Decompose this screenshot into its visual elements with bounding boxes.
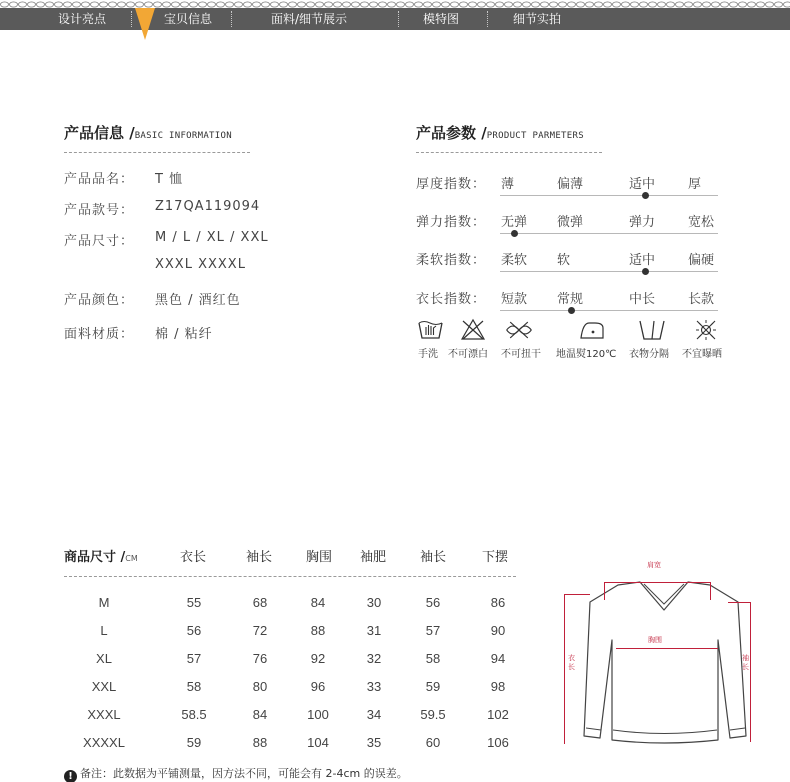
- nav-separator: [131, 11, 132, 27]
- tshirt-measure-diagram: [560, 558, 760, 748]
- nav-tab-fabric-detail[interactable]: 面料/细节展示: [271, 12, 348, 26]
- size-table-cell: 86: [490, 595, 506, 610]
- product-info-title-en: BASIC INFORMATION: [134, 131, 232, 141]
- product-info-title-cn: 产品信息 /: [64, 124, 135, 142]
- info-value-size: M / L / XL / XXL: [155, 230, 269, 245]
- size-table-cell: 58: [425, 651, 441, 666]
- size-table-cell: 57: [425, 623, 441, 638]
- param-option: 偏薄: [557, 177, 584, 192]
- size-table-header: 袖长: [246, 550, 273, 565]
- product-info-title: [64, 122, 232, 143]
- size-table-cell: 94: [490, 651, 506, 666]
- nav-active-arrow-icon: [135, 8, 155, 40]
- no-sun-icon: [691, 318, 721, 342]
- measurement-note: [64, 765, 408, 782]
- size-table-header: 下摆: [482, 550, 509, 565]
- size-table-cell: 58: [186, 679, 202, 694]
- param-option: 软: [557, 253, 571, 268]
- param-option: 无弹: [501, 215, 528, 230]
- size-table-cell: 92: [310, 651, 326, 666]
- size-table-cell: 100: [307, 707, 329, 722]
- shoulder-measure-tick: [710, 582, 711, 600]
- param-label: 厚度指数：: [416, 177, 487, 192]
- size-table-cell: 31: [366, 623, 382, 638]
- param-option: 宽松: [688, 215, 715, 230]
- care-label: 不可扭干: [501, 349, 541, 360]
- size-table-cell: 30: [366, 595, 382, 610]
- param-option: 短款: [501, 292, 528, 307]
- size-table-cell: 104: [307, 735, 329, 750]
- param-option: 柔软: [501, 253, 528, 268]
- size-table-cell: 84: [252, 707, 268, 722]
- param-option: 弹力: [629, 215, 656, 230]
- measurement-note-text: 备注：此数据为平铺测量，因方法不同，可能会有 2-4cm 的误差。: [80, 767, 408, 780]
- nav-separator: [231, 11, 232, 27]
- size-table-cell: 56: [186, 623, 202, 638]
- nav-separator: [398, 11, 399, 27]
- param-label: 柔软指数：: [416, 253, 487, 268]
- nav-tab-design[interactable]: 设计亮点: [58, 12, 107, 26]
- table-divider: [64, 576, 516, 577]
- size-table-header: 衣长: [180, 550, 207, 565]
- info-label-color: 产品颜色：: [64, 293, 135, 308]
- wash-separately-icon: [637, 318, 667, 342]
- size-table-cell: 88: [310, 623, 326, 638]
- length-measure-line: [564, 594, 565, 744]
- param-selected-marker: [568, 307, 575, 314]
- param-option: 适中: [629, 177, 656, 192]
- low-iron-icon: [577, 318, 607, 342]
- size-table-cell: 58.5: [181, 707, 207, 722]
- care-label: 衣物分隔: [629, 349, 669, 360]
- size-table-size-cell: XXXXL: [83, 735, 125, 750]
- sleeve-label: 袖长: [742, 654, 749, 671]
- param-label: 弹力指数：: [416, 215, 487, 230]
- size-table-size-cell: XL: [96, 651, 112, 666]
- size-table-size-cell: XXXL: [87, 707, 121, 722]
- chest-label: 胸围: [648, 636, 662, 644]
- size-table-cell: 90: [490, 623, 506, 638]
- size-table-size-cell: M: [98, 595, 110, 610]
- info-value-color: 黑色 / 酒红色: [155, 293, 241, 308]
- length-measure-tick: [564, 594, 590, 595]
- product-params-title-en: PRODUCT PARMETERS: [486, 131, 584, 141]
- param-selected-marker: [511, 230, 518, 237]
- shoulder-label: 肩宽: [647, 561, 661, 569]
- size-table-cell: 98: [490, 679, 506, 694]
- nav-tab-model[interactable]: 模特图: [423, 12, 460, 26]
- size-table-header: 袖肥: [360, 550, 387, 565]
- size-table-cell: 59: [186, 735, 202, 750]
- param-scale-line: [500, 233, 718, 234]
- size-table-cell: 33: [366, 679, 382, 694]
- sleeve-measure-line: [750, 602, 751, 742]
- size-table-cell: 102: [487, 707, 509, 722]
- param-option: 薄: [501, 177, 515, 192]
- no-bleach-icon: [458, 318, 488, 342]
- shoulder-measure-tick: [604, 582, 605, 600]
- info-value-sku: Z17QA119094: [155, 199, 261, 214]
- param-option: 厚: [688, 177, 702, 192]
- size-table-cell: 84: [310, 595, 326, 610]
- size-table-header: 胸围: [306, 550, 333, 565]
- size-table-cell: 32: [366, 651, 382, 666]
- chest-measure-line: [616, 648, 718, 649]
- nav-bar: [0, 8, 790, 30]
- tshirt-outline-icon: [560, 558, 760, 748]
- param-option: 长款: [688, 292, 715, 307]
- param-option: 中长: [629, 292, 656, 307]
- param-selected-marker: [642, 192, 649, 199]
- param-option: 常规: [557, 292, 584, 307]
- size-table-cell: 56: [425, 595, 441, 610]
- param-scale-line: [500, 195, 718, 196]
- hand-wash-icon: [417, 318, 447, 342]
- info-label-sku: 产品款号：: [64, 203, 135, 218]
- param-selected-marker: [642, 268, 649, 275]
- length-label: 衣长: [568, 654, 575, 671]
- size-table-cell: 59.5: [420, 707, 446, 722]
- size-table-cell: 96: [310, 679, 326, 694]
- size-table-cell: 88: [252, 735, 268, 750]
- size-table-cell: 80: [252, 679, 268, 694]
- info-value-size-2: XXXL XXXXL: [155, 257, 246, 272]
- size-table-title-text: 商品尺寸 /: [64, 550, 126, 565]
- param-scale-line: [500, 310, 718, 311]
- size-table-cell: 72: [252, 623, 268, 638]
- size-table-cell: 57: [186, 651, 202, 666]
- size-table-cell: 76: [252, 651, 268, 666]
- size-table-cell: 35: [366, 735, 382, 750]
- no-wring-icon: [504, 318, 534, 342]
- size-table-unit: CM: [125, 554, 138, 563]
- size-table-cell: 68: [252, 595, 268, 610]
- param-option: 偏硬: [688, 253, 715, 268]
- divider: [64, 152, 250, 153]
- info-label-name: 产品品名：: [64, 172, 135, 187]
- size-table-title: [64, 546, 138, 565]
- size-table-cell: 60: [425, 735, 441, 750]
- sleeve-measure-tick: [728, 602, 750, 603]
- size-table-header: 袖长: [420, 550, 447, 565]
- info-label-size: 产品尺寸：: [64, 234, 135, 249]
- care-label: 不宜曝晒: [682, 349, 722, 360]
- size-table-cell: 59: [425, 679, 441, 694]
- param-label: 衣长指数：: [416, 292, 487, 307]
- size-table-cell: 106: [487, 735, 509, 750]
- care-label: 地温熨120℃: [556, 349, 617, 360]
- product-params-title: [416, 122, 584, 143]
- nav-tab-detail-photos[interactable]: 细节实拍: [513, 12, 562, 26]
- param-scale-line: [500, 271, 718, 272]
- care-label: 手洗: [418, 349, 438, 360]
- nav-tab-product-info[interactable]: 宝贝信息: [164, 12, 213, 26]
- nav-separator: [487, 11, 488, 27]
- care-label: 不可漂白: [448, 349, 488, 360]
- alert-icon: !: [64, 770, 77, 782]
- param-option: 适中: [629, 253, 656, 268]
- size-table-cell: 55: [186, 595, 202, 610]
- product-params-title-cn: 产品参数 /: [416, 124, 487, 142]
- info-value-material: 棉 / 粘纤: [155, 327, 213, 342]
- size-table-size-cell: L: [100, 623, 108, 638]
- info-label-material: 面料材质：: [64, 327, 135, 342]
- divider: [416, 152, 602, 153]
- shoulder-measure-line: [604, 582, 710, 583]
- size-table-size-cell: XXL: [91, 679, 117, 694]
- param-option: 微弹: [557, 215, 584, 230]
- size-table-cell: 34: [366, 707, 382, 722]
- info-value-name: T 恤: [155, 172, 184, 187]
